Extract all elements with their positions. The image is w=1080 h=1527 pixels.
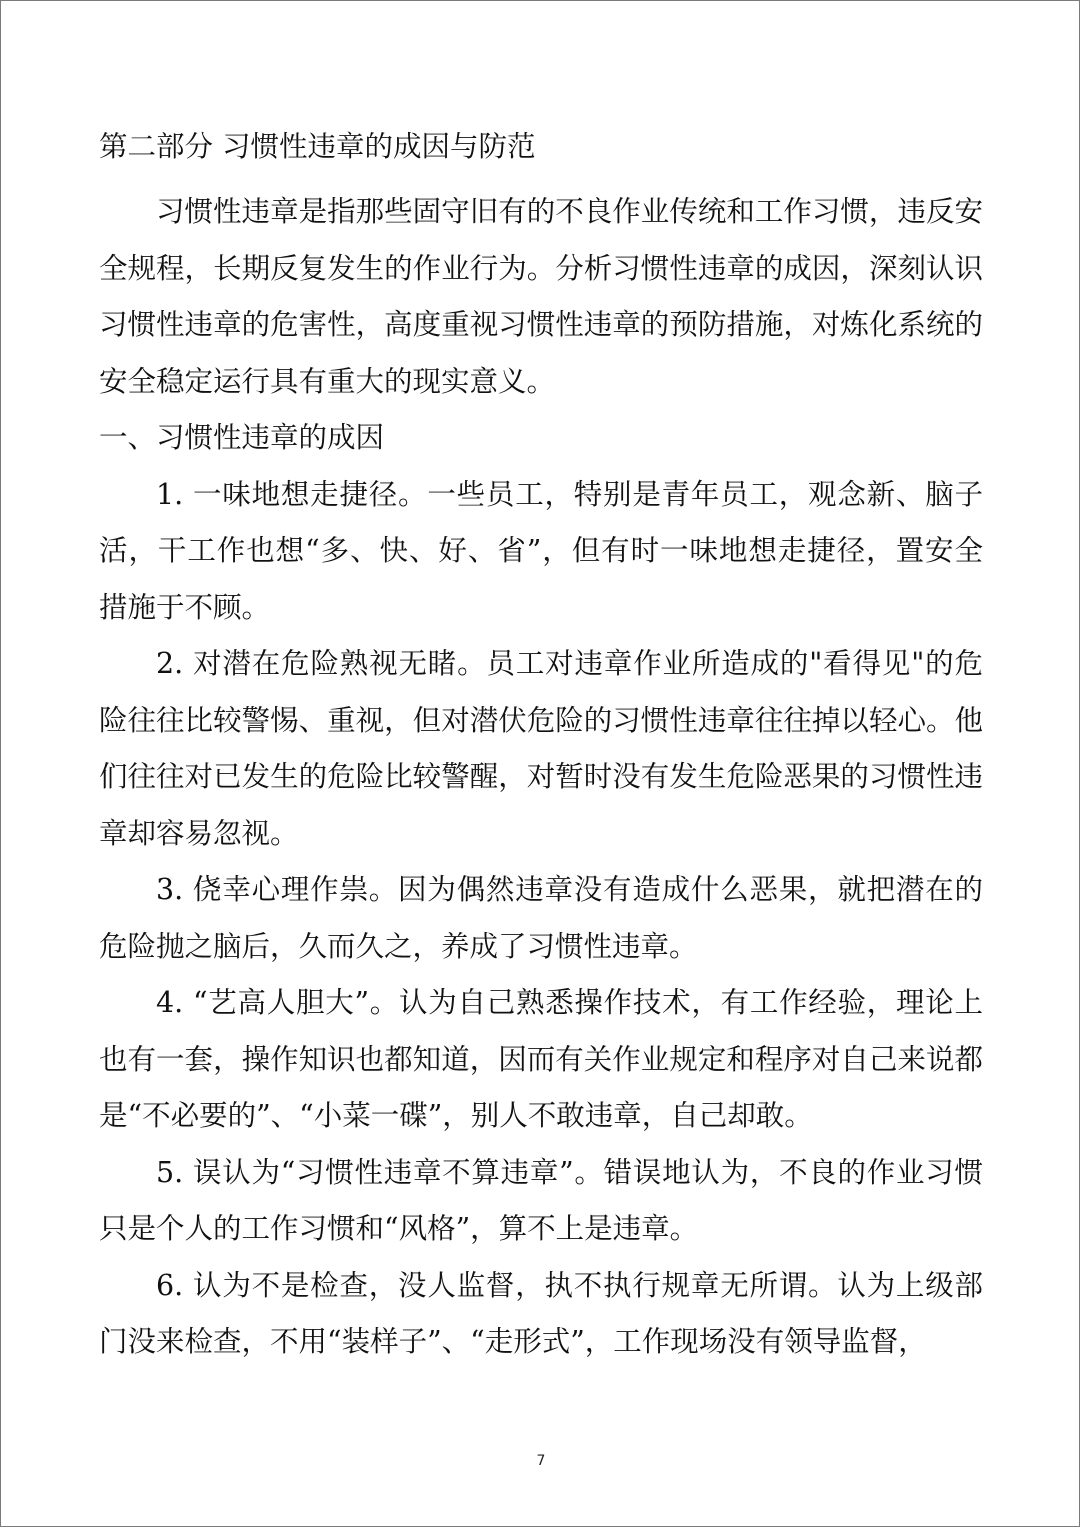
page-number: 7 — [536, 1453, 546, 1469]
list-item: 4. “艺高人胆大”。认为自己熟悉操作技术，有工作经验，理论上也有一套，操作知识也都知道，因而有关作业规定和程序对自己来说都是“不必要的”、“小菜一碟”，别人不敢违章，自己却敢。 — [99, 986, 983, 1132]
list-item: 6. 认为不是检查，没人监督，执不执行规章无所谓。认为上级部门没来检查，不用“装样子”、“走形式”，工作现场没有领导监督， — [99, 1268, 983, 1358]
list-item: 5. 误认为“习惯性违章不算违章”。错误地认为，不良的作业习惯只是个人的工作习惯和“风格”，算不上是违章。 — [99, 1155, 983, 1245]
intro-paragraph: 习惯性违章是指那些固守旧有的不良作业传统和工作习惯，违反安全规程，长期反复发生的作业行为。分析习惯性违章的成因，深刻认识习惯性违章的危害性，高度重视习惯性违章的预防措施，对炼化系统的安全稳定运行具有重大的现实意义。 — [99, 195, 983, 398]
list-item: 3. 侥幸心理作祟。因为偶然违章没有造成什么恶果，就把潜在的危险抛之脑后，久而久之，养成了习惯性违章。 — [99, 873, 983, 963]
part-title: 第二部分 习惯性违章的成因与防范 — [99, 130, 536, 163]
section-title: 一、习惯性违章的成因 — [99, 421, 385, 454]
list-item: 2. 对潜在危险熟视无睹。员工对违章作业所造成的"看得见"的危险往往比较警惕、重视，但对潜伏危险的习惯性违章往往掉以轻心。他们往往对已发生的危险比较警醒，对暂时没有发生危险恶果的习惯性违章却容易忽视。 — [99, 647, 983, 850]
document-body — [99, 119, 983, 1371]
list-item: 1. 一味地想走捷径。一些员工，特别是青年员工，观念新、脑子活，干工作也想“多、快、好、省”，但有时一味地想走捷径，置安全措施于不顾。 — [99, 477, 983, 624]
